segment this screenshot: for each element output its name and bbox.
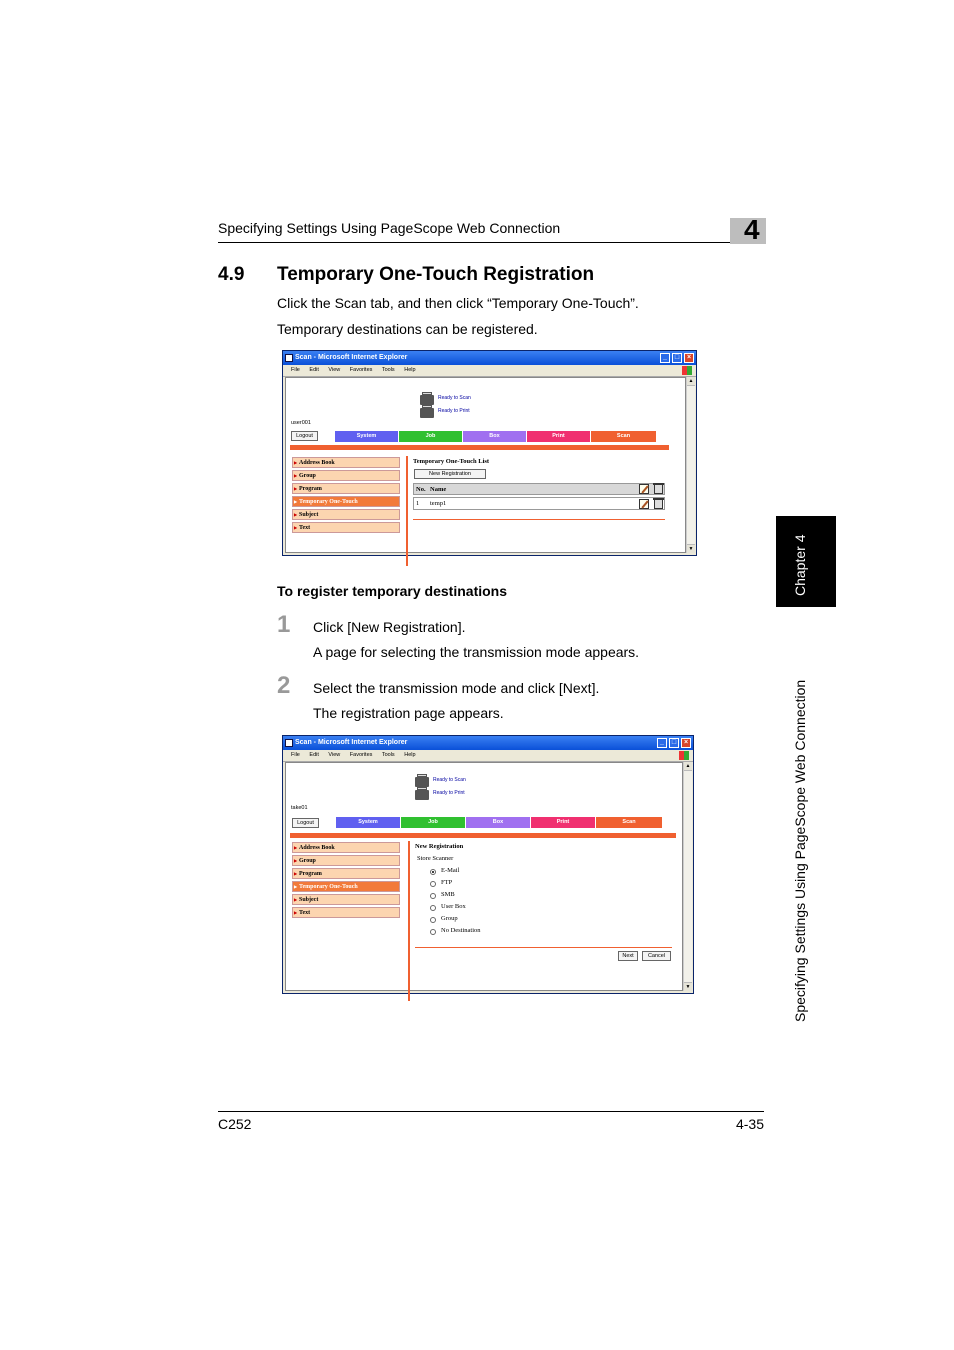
scroll-up-icon[interactable]: ▲ [688, 378, 694, 384]
menu-view[interactable]: View [328, 752, 341, 758]
browser-title: Scan - Microsoft Internet Explorer [295, 739, 408, 746]
menu-favorites[interactable]: Favorites [349, 367, 373, 373]
tab-job[interactable]: Job [399, 431, 462, 442]
side-menu-group[interactable]: ▶ Group [292, 855, 400, 866]
tab-print[interactable]: Print [527, 431, 590, 442]
tab-box[interactable]: Box [463, 431, 526, 442]
row-no: 1 [416, 500, 420, 507]
delete-icon[interactable] [654, 499, 663, 509]
status-scan: Ready to Scan [433, 777, 466, 783]
section-title [218, 264, 594, 286]
scanner-icon [420, 395, 434, 405]
page-content [285, 377, 686, 553]
intro-text: Click the Scan tab, and then click “Temporary One-Touch”. [277, 295, 639, 311]
scanner-icon [415, 777, 429, 787]
menu-help[interactable]: Help [404, 367, 416, 373]
side-menu-text[interactable]: ▶ Text [292, 907, 400, 918]
maximize-icon[interactable]: □ [672, 353, 682, 363]
logout-button[interactable]: Logout [291, 431, 318, 441]
tab-system[interactable]: System [335, 431, 398, 442]
option-no-destination: No Destination [441, 927, 481, 934]
menu-view[interactable]: View [328, 367, 341, 373]
windows-logo-icon [679, 751, 689, 760]
browser-titlebar [283, 736, 693, 750]
procedure-heading: To register temporary destinations [277, 583, 508, 599]
radio-no-destination[interactable] [430, 929, 436, 935]
browser-window-list [282, 350, 697, 556]
step-1-result: A page for selecting the transmission mode appears. [313, 644, 640, 660]
menu-file[interactable]: File [291, 367, 300, 373]
step-1-number: 1 [277, 611, 291, 638]
user-name: take01 [291, 805, 308, 811]
side-menu-group[interactable]: ▶ Group [292, 470, 400, 481]
radio-smb[interactable] [430, 893, 436, 899]
tab-underline [290, 445, 669, 450]
minimize-icon[interactable]: _ [660, 353, 670, 363]
logout-button[interactable]: Logout [292, 818, 319, 828]
col-name: Name [430, 486, 447, 493]
step-2-text: Select the transmission mode and click [Next]. [313, 680, 600, 696]
menu-file[interactable]: File [291, 752, 300, 758]
radio-user-box[interactable] [430, 905, 436, 911]
radio-group[interactable] [430, 917, 436, 923]
status-print: Ready to Print [438, 408, 470, 414]
ie-icon [285, 354, 293, 362]
cancel-button[interactable]: Cancel [642, 951, 671, 961]
side-menu-temporary-one-touch[interactable]: ▶ Temporary One-Touch [292, 881, 400, 892]
section-heading: Temporary One-Touch Registration [277, 264, 595, 285]
status-print: Ready to Print [433, 790, 465, 796]
menu-edit[interactable]: Edit [309, 367, 319, 373]
menu-divider [408, 841, 410, 1001]
side-menu-subject[interactable]: ▶ Subject [292, 509, 400, 520]
radio-email[interactable] [430, 869, 436, 875]
step-1-text: Click [New Registration]. [313, 619, 466, 635]
tab-scan[interactable]: Scan [591, 431, 656, 442]
step-2-result: The registration page appears. [313, 705, 504, 721]
tab-job[interactable]: Job [401, 817, 465, 828]
list-title: Temporary One-Touch List [413, 458, 490, 465]
printer-icon [415, 790, 429, 800]
table-row [413, 497, 665, 510]
side-menu-address-book[interactable]: ▶ Address Book [292, 457, 400, 468]
chapter-number: 4 [744, 214, 760, 245]
row-name: temp1 [430, 500, 447, 507]
minimize-icon[interactable]: _ [657, 738, 667, 748]
side-menu-subject[interactable]: ▶ Subject [292, 894, 400, 905]
menu-tools[interactable]: Tools [381, 752, 395, 758]
side-chapter-title: Specifying Settings Using PageScope Web Connection [792, 679, 808, 1022]
side-menu-program[interactable]: ▶ Program [292, 868, 400, 879]
side-menu-program[interactable]: ▶ Program [292, 483, 400, 494]
step-2-number: 2 [277, 672, 291, 699]
note-text: Temporary destinations can be registered. [277, 321, 538, 337]
option-email: E-Mail [441, 867, 460, 874]
user-name: user001 [291, 420, 311, 426]
table-header [413, 483, 665, 495]
windows-logo-icon [682, 366, 692, 375]
browser-title: Scan - Microsoft Internet Explorer [295, 354, 408, 361]
close-icon[interactable]: × [681, 738, 691, 748]
menu-help[interactable]: Help [404, 752, 416, 758]
menu-bar [283, 750, 693, 762]
menu-divider [406, 456, 408, 566]
ie-icon [285, 739, 293, 747]
close-icon[interactable]: × [684, 353, 694, 363]
scrollbar[interactable] [686, 377, 695, 553]
option-group: Group [441, 915, 458, 922]
side-menu-temporary-one-touch[interactable]: ▶ Temporary One-Touch [292, 496, 400, 507]
scroll-up-icon[interactable]: ▲ [685, 763, 691, 769]
maximize-icon[interactable]: □ [669, 738, 679, 748]
next-button[interactable]: Next [618, 951, 638, 961]
browser-titlebar [283, 351, 696, 365]
section-number: 4.9 [218, 264, 245, 285]
option-ftp: FTP [441, 879, 453, 886]
browser-window-registration [282, 735, 694, 994]
side-chapter-label: Chapter 4 [792, 534, 808, 596]
side-menu-address-book[interactable]: ▶ Address Book [292, 842, 400, 853]
running-header: Specifying Settings Using PageScope Web Connection [218, 220, 561, 236]
edit-header-icon [639, 484, 649, 494]
option-user-box: User Box [441, 903, 466, 910]
scroll-down-icon[interactable]: ▼ [685, 984, 691, 990]
status-scan: Ready to Scan [438, 395, 471, 401]
side-menu-text[interactable]: ▶ Text [292, 522, 400, 533]
footer-model: C252 [218, 1116, 252, 1132]
footer-page-number: 4-35 [735, 1116, 764, 1132]
tab-underline [290, 833, 676, 838]
menu-edit[interactable]: Edit [309, 752, 319, 758]
list-rule [413, 519, 665, 520]
tab-box[interactable]: Box [466, 817, 530, 828]
scrollbar[interactable] [683, 762, 692, 991]
option-smb: SMB [441, 891, 455, 898]
menu-bar [283, 365, 696, 377]
form-rule [415, 947, 672, 948]
col-no: No. [416, 486, 426, 493]
menu-tools[interactable]: Tools [381, 367, 395, 373]
header-rule [218, 242, 764, 243]
tab-print[interactable]: Print [531, 817, 595, 828]
store-label: Store Scanner [417, 855, 454, 862]
printer-icon [420, 408, 434, 418]
radio-ftp[interactable] [430, 881, 436, 887]
delete-header-icon [654, 484, 663, 494]
footer-rule [218, 1111, 764, 1112]
menu-favorites[interactable]: Favorites [349, 752, 373, 758]
tab-system[interactable]: System [336, 817, 400, 828]
page-content [285, 762, 683, 991]
edit-icon[interactable] [639, 499, 649, 509]
tab-scan[interactable]: Scan [596, 817, 662, 828]
form-title: New Registration [415, 843, 464, 850]
new-registration-button[interactable]: New Registration [414, 469, 486, 479]
scroll-down-icon[interactable]: ▼ [688, 546, 694, 552]
